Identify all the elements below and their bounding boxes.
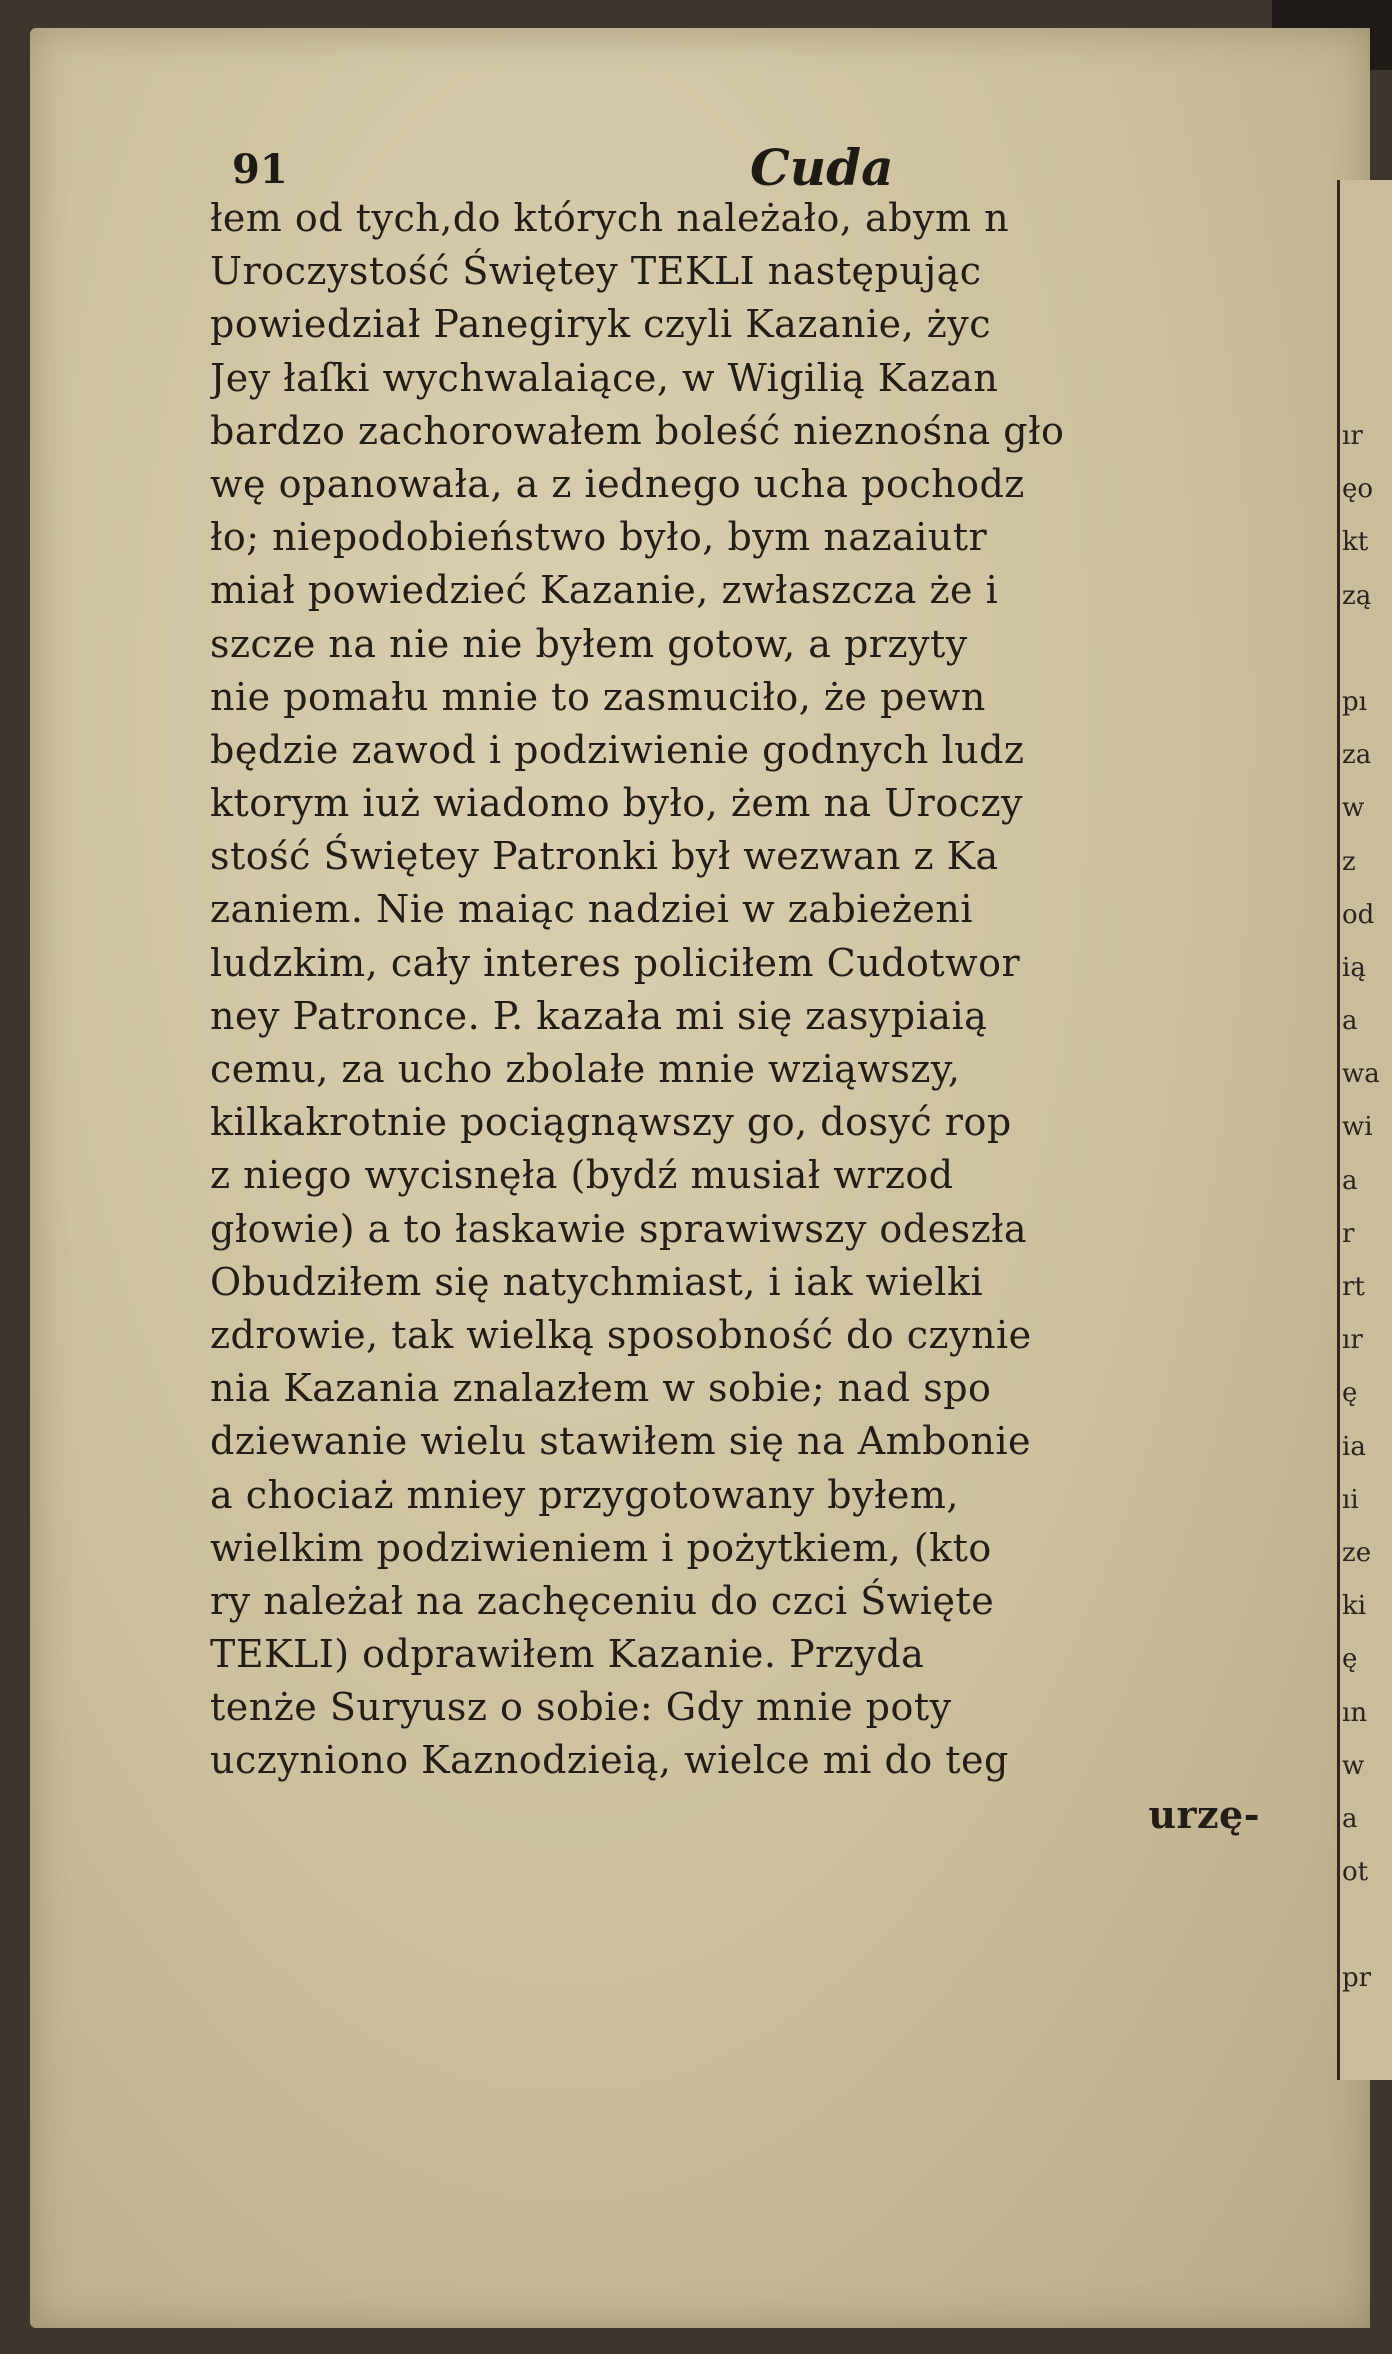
page-body-text (210, 192, 1350, 1841)
adjacent-page-fragment: w (1342, 1750, 1365, 1781)
running-head: Cuda (750, 138, 894, 197)
adjacent-page-fragment: za (1342, 740, 1372, 771)
page-number: 91 (232, 146, 288, 193)
adjacent-page-fragment: ę (1342, 1378, 1358, 1409)
adjacent-page-fragment: ot (1342, 1857, 1369, 1888)
adjacent-page-fragment: ęo (1342, 474, 1374, 505)
text-line: Obudziłem się natychmiast, i iak wielki (210, 1259, 984, 1304)
text-line: szcze na nie nie byłem gotow, a przyty (210, 621, 968, 666)
text-line: Uroczystość Świętey TEKLI następując (210, 249, 982, 294)
text-line: Jey łaſki wychwalaiące, w Wigilią Kazan (210, 355, 999, 400)
text-line: uczyniono Kaznodzieią, wielce mi do teg (210, 1738, 1009, 1783)
text-line: głowie) a to łaskawie sprawiwszy odeszła (210, 1206, 1028, 1251)
adjacent-page-fragment: od (1342, 899, 1375, 930)
adjacent-page-fragment: pr (1342, 1963, 1372, 1994)
text-line: zdrowie, tak wielką sposobność do czynie (210, 1312, 1032, 1357)
text-line: ry należał na zachęceniu do czci Święte (210, 1578, 995, 1623)
adjacent-page-fragment: ın (1342, 1697, 1368, 1728)
text-line: nia Kazania znalazłem w sobie; nad spo (210, 1366, 992, 1411)
text-line: zaniem. Nie maiąc nadziei w zabieżeni (210, 887, 974, 932)
text-line: łem od tych,do których należało, abym n (210, 196, 1010, 240)
adjacent-page-fragment: pı (1342, 686, 1367, 717)
text-line: powiedział Panegiryk czyli Kazanie, życ (210, 302, 992, 347)
adjacent-page-fragment: ze (1342, 1537, 1372, 1568)
adjacent-page-fragment: wi (1342, 1112, 1373, 1143)
adjacent-page-fragment: ki (1342, 1591, 1367, 1622)
text-line: miał powiedzieć Kazanie, zwłaszcza że i (210, 568, 999, 613)
text-line: dziewanie wielu stawiłem się na Ambonie (210, 1419, 1031, 1464)
text-line: kilkakrotnie pociągnąwszy go, dosyć rop (210, 1100, 1012, 1145)
text-line: z niego wycisnęła (bydź musiał wrzod (210, 1153, 954, 1198)
catchword: urzę- (1148, 1791, 1260, 1837)
adjacent-page-fragment: ia (1342, 1431, 1366, 1462)
text-line: ktorym iuż wiadomo było, żem na Uroczy (210, 781, 1023, 826)
adjacent-page-fragment: rt (1342, 1272, 1365, 1302)
adjacent-page-fragment: wa (1342, 1059, 1380, 1090)
adjacent-page-fragment: a (1342, 1803, 1358, 1834)
adjacent-page-fragment: zą (1342, 580, 1372, 611)
adjacent-page-fragment: ır (1342, 421, 1363, 451)
text-line: a chociaż mniey przygotowany byłem, (210, 1472, 959, 1517)
adjacent-page-fragment: ır (1342, 1325, 1363, 1356)
text-line: będzie zawod i podziwienie godnych ludz (210, 727, 1025, 772)
text-line: ney Patronce. P. kazała mi się zasypiaią (210, 993, 988, 1038)
adjacent-page-fragment: ıi (1342, 1484, 1359, 1515)
text-line: ło; niepodobieństwo było, bym nazaiutr (210, 515, 988, 560)
text-line: stość Świętey Patronki był wezwan z Ka (210, 834, 999, 879)
adjacent-page-fragment: w (1342, 793, 1365, 824)
text-line: nie pomału mnie to zasmuciło, że pewn (210, 674, 986, 719)
adjacent-page-fragment: kt (1342, 527, 1369, 558)
text-line: tenże Suryusz o sobie: Gdy mnie poty (210, 1685, 952, 1730)
adjacent-page-fragment: a (1342, 1165, 1358, 1196)
text-line: bardzo zachorowałem boleść nieznośna gło (210, 408, 1065, 453)
text-line: cemu, za ucho zbolałe mnie wziąwszy, (210, 1047, 961, 1091)
text-line: TEKLI) odprawiłem Kazanie. Przyda (210, 1632, 925, 1677)
adjacent-page-fragment: a (1342, 1006, 1358, 1037)
adjacent-page-fragment: z (1342, 846, 1356, 877)
adjacent-page-fragment (1342, 1899, 1388, 1952)
adjacent-page-fragment: ę (1342, 1644, 1358, 1675)
text-line: wę opanowała, a z iednego ucha pochodz (210, 461, 1025, 506)
text-line: ludzkim, cały interes policiłem Cudotwor (210, 940, 1021, 985)
adjacent-page-fragment: ią (1342, 952, 1366, 983)
adjacent-page-fragment: r (1342, 1218, 1355, 1249)
text-line: wielkim podziwieniem i pożytkiem, (kto (210, 1525, 992, 1570)
